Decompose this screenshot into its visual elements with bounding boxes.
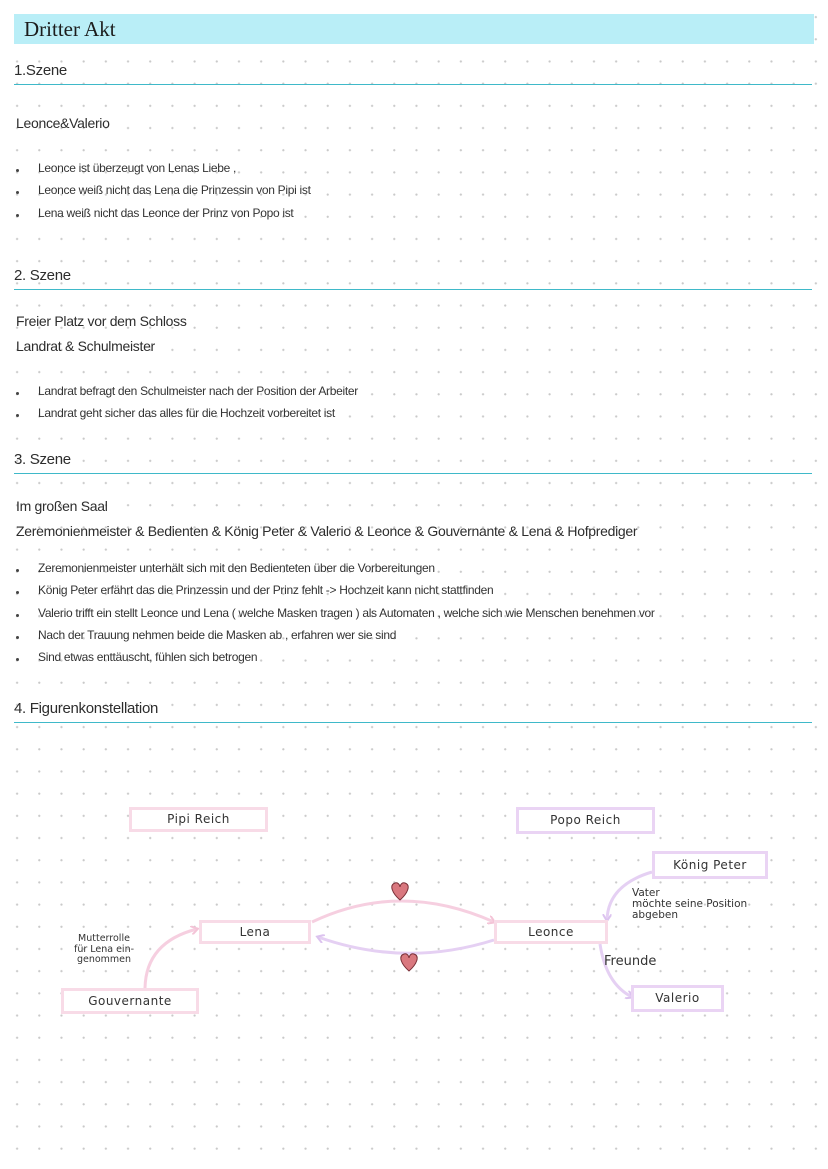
scene3-heading: 3. Szene xyxy=(14,451,812,474)
list-item: Leonce ist überzeugt von Lenas Liebe , xyxy=(14,157,311,179)
note-mutterrolle: Mutterrolle für Lena ein- genommen xyxy=(73,933,135,965)
list-item: Lena weiß nicht das Leonce der Prinz von Popo ist xyxy=(14,202,311,224)
gouvernante-box: Gouvernante xyxy=(61,988,199,1014)
lena-box: Lena xyxy=(199,920,311,944)
list-item: Landrat geht sicher das alles für die Hochzeit vorbereitet ist xyxy=(14,402,358,424)
scene3-characters: Zeremonienmeister & Bedienten & König Peter & Valerio & Leonce & Gouvernante & Lena & Hofprediger xyxy=(16,523,638,539)
scene2-place: Freier Platz vor dem Schloss xyxy=(16,313,187,329)
arrow-lena-to-leonce xyxy=(312,901,494,922)
arrow-gouvernante-to-lena xyxy=(145,929,197,988)
list-item: Zeremonienmeister unterhält sich mit den Bedienteten über die Vorbereitungen xyxy=(14,557,655,579)
figures-heading: 4. Figurenkonstellation xyxy=(14,700,812,723)
popo-reich-box: Popo Reich xyxy=(516,807,655,834)
scene1-characters: Leonce&Valerio xyxy=(16,115,110,131)
list-item: Sind etwas enttäuscht, fühlen sich betrogen xyxy=(14,646,655,668)
koenig-peter-box: König Peter xyxy=(652,851,768,879)
heart-icon xyxy=(392,883,408,900)
note-freunde: Freunde xyxy=(604,954,657,969)
list-item: König Peter erfährt das die Prinzessin und der Prinz fehlt -> Hochzeit kann nicht stattfinden xyxy=(14,579,655,601)
list-item: Leonce weiß nicht das Lena die Prinzessin von Pipi ist xyxy=(14,179,311,201)
note-vater: Vater möchte seine Position abgeben xyxy=(632,887,748,921)
heart-icon xyxy=(401,954,417,971)
list-item: Landrat befragt den Schulmeister nach der Position der Arbeiter xyxy=(14,380,358,402)
page-title: Dritter Akt xyxy=(24,17,116,41)
scene2-characters: Landrat & Schulmeister xyxy=(16,338,155,354)
arrow-leonce-to-lena xyxy=(318,937,494,953)
leonce-box: Leonce xyxy=(494,920,608,944)
list-item: Valerio trifft ein stellt Leonce und Lena ( welche Masken tragen ) als Automaten , welche sich wie Menschen benehmen vor xyxy=(14,602,655,624)
list-item: Nach der Trauung nehmen beide die Masken ab , erfahren wer sie sind xyxy=(14,624,655,646)
line-leonce-to-valerio xyxy=(600,944,632,997)
scene1-heading: 1.Szene xyxy=(14,62,812,85)
scene3-place: Im großen Saal xyxy=(16,498,108,514)
scene2-heading: 2. Szene xyxy=(14,267,812,290)
pipi-reich-box: Pipi Reich xyxy=(129,807,268,832)
valerio-box: Valerio xyxy=(631,985,724,1012)
